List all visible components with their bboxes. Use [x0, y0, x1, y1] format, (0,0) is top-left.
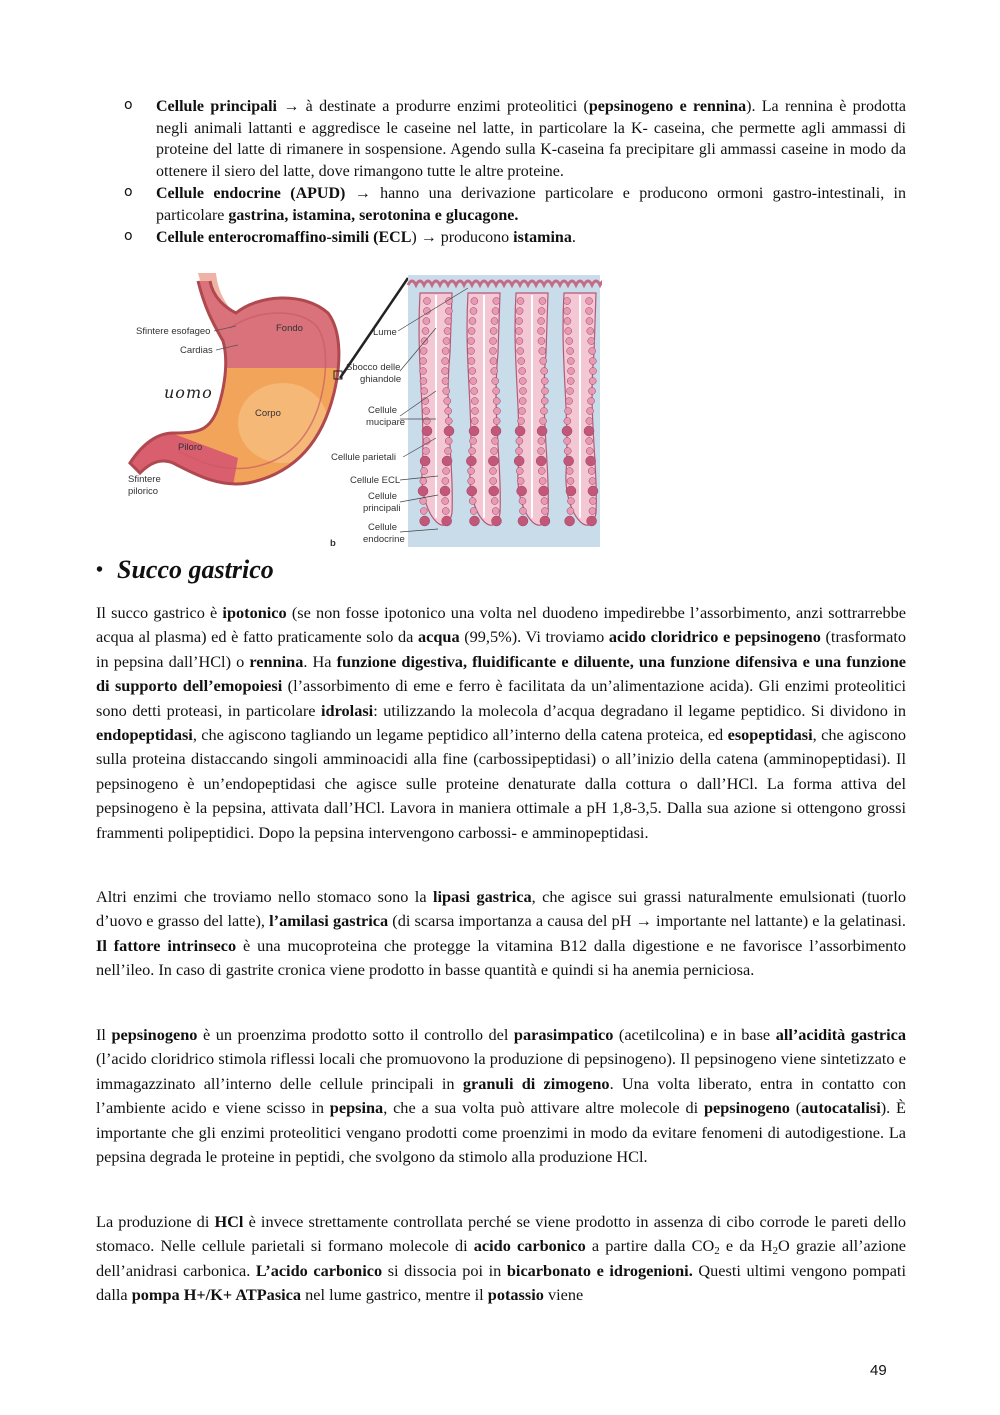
stomach-figure	[118, 273, 602, 551]
list-marker: o	[124, 184, 133, 201]
label-pyloric-sphincter: Sfintere	[128, 474, 161, 485]
text-run: Altri enzimi che troviamo nello stomaco sono la	[96, 887, 433, 906]
stomach-illustration	[118, 273, 602, 551]
text-run: si dissocia poi in	[382, 1260, 507, 1280]
label-pyloric-sphincter-2: pilorico	[128, 486, 159, 497]
label-chief-cells: Cellule	[368, 491, 398, 502]
text-run: (se non fosse ipotonico una volta nel duodeno impedirebbe l’assorbimento, anzi sottrarrebbe acqua al plasma) ed è fatto praticamente solo da	[96, 603, 907, 647]
bold-term: rennina	[249, 651, 304, 671]
bold-term: endopeptidasi	[96, 725, 193, 745]
bold-term: bicarbonato e idrogenioni.	[506, 1260, 693, 1280]
list-marker: o	[124, 227, 133, 244]
bold-term: acido cloridrico e pepsinogeno	[608, 627, 821, 647]
label-gland-opening: Sbocco delle	[346, 362, 401, 373]
list-item-term: Cellule endocrine (APUD)	[156, 185, 346, 203]
text-run: 2	[714, 1245, 720, 1258]
text-run: . Una volta liberato, entra in contatto con l’ambiente acido e viene scisso in	[96, 1073, 906, 1118]
text-run: O grazie all’azione dell’anidrasi carbonica.	[96, 1236, 907, 1280]
list-item: o Cellule principali → à destinate a produrre enzimi proteolitici (pepsinogeno e rennina). La rennina è prodotta negli animali lattanti e aggredisce le caseine nel latte, in particolare la K- caseina, che permette agli ammassi di proteine del latte di rimanere in sospensione. Agendo sulla K-caseina fa precipitare gli ammassi caseine in modo da ottenere il siero del latte, dove rimangono tutte le altre proteine.	[124, 97, 907, 180]
label-pylorus: Piloro	[178, 442, 203, 453]
text-run: . Ha	[303, 651, 337, 671]
label-body: Corpo	[255, 408, 281, 419]
bold-term: idrolasi	[321, 700, 374, 720]
cell-types-list	[124, 96, 906, 248]
bold-term: potassio	[487, 1285, 544, 1305]
bold-term: acido carbonico	[473, 1236, 586, 1256]
label-mucous-cells: Cellule	[368, 405, 398, 416]
list-item-term: Cellule principali	[156, 98, 277, 115]
text-run: (acetilcolina) e in base	[613, 1025, 776, 1044]
text-run: Il	[96, 1025, 112, 1044]
text-run: nel lume gastrico, mentre il	[301, 1285, 488, 1305]
paragraph-2	[96, 885, 906, 983]
text-run: : utilizzando la molecola d’acqua degradano il legame peptidico. Si dividono in	[373, 700, 907, 720]
text-run: a partire dalla CO	[585, 1236, 715, 1256]
text-run: , che agiscono sulla proteina distaccando singoli amminoacidi alla fine (carbossipeptidasi) o all’inizio della catena (amminopeptidasi). Il pepsinogeno è un’endopeptidasi che agisce sulle proteine denaturate dalla cottura o dall’HCl. La forma attiva del pepsinogeno è la pepsina, attivata dall’HCl. Lavora in maniera ottimale a pH 1,8-3,5. Dalla sua azione si ottengono grossi frammenti polipeptidici. Dopo la pepsina intervengono carbossi- e amminopeptidasi.	[96, 725, 906, 842]
heading-title: Succo gastrico	[117, 555, 274, 584]
text-run: , che agisce sui grassi naturalmente emulsionati (tuorlo d’uovo e grasso del latte),	[96, 887, 907, 931]
label-parietal-cells: Cellule parietali	[331, 452, 396, 463]
text-run: è invece strettamente controllata perché se viene prodotto in assenza di cibo corrode le pareti dello stomaco. Nelle cellule parietali si formano molecole di	[96, 1212, 906, 1256]
text-run: è un proenzima prodotto sotto il controllo del	[197, 1025, 514, 1044]
label-esophageal-sphincter: Sfintere esofageo	[136, 326, 211, 337]
bold-term: L’acido carbonico	[255, 1260, 383, 1280]
bold-term: esopeptidasi	[727, 725, 813, 745]
text-run: (99,5%). Vi troviamo	[459, 627, 609, 647]
label-chief-cells-2: principali	[363, 503, 401, 514]
bold-term: pepsinogeno	[703, 1098, 790, 1118]
label-ecl-cells: Cellule ECL	[350, 475, 401, 486]
text-run: (di scarsa importanza a causa del pH → importante nel lattante) e la gelatinasi.	[388, 911, 907, 931]
bold-term: pompa H+/K+ ATPasica	[131, 1285, 302, 1305]
list-marker: o	[124, 97, 133, 113]
bold-term: Il fattore intrinseco	[96, 935, 237, 955]
panel-letter: b	[330, 538, 336, 549]
bold-term: HCl	[214, 1212, 244, 1231]
label-gland-opening-2: ghiandole	[360, 374, 402, 385]
text-run: è una mucoproteina che protegge la vitamina B12 dalla digestione e ne favorisce l’assorbimento nell’ileo. In caso di gastrite cronica viene prodotto in basse quantità e quindi si ha anemia perniciosa.	[96, 935, 906, 980]
text-run: (l’acido cloridrico stimola riflessi locali che promuovono la produzione di pepsinogeno). Il pepsinogeno viene sintetizzato e immagazzinato all’interno delle cellule principali in	[96, 1049, 906, 1093]
fundus-region	[118, 273, 358, 368]
bold-term: pepsinogeno	[111, 1025, 198, 1044]
label-fundus: Fondo	[276, 323, 303, 334]
list-item: o Cellule enterocromaffino-simili (ECL) → producono istamina.	[124, 227, 576, 246]
bold-term: acqua	[417, 627, 460, 647]
paragraph-4	[96, 1210, 906, 1308]
handwritten-note: uomo	[164, 383, 213, 402]
section-heading	[96, 555, 274, 585]
text-run: (l’assorbimento di eme e ferro è facilitata da un’alimentazione acida). Gli enzimi proteolitici sono detti proteasi, in particolare	[96, 676, 906, 720]
bold-term: parasimpatico	[513, 1025, 614, 1044]
bold-term: pepsina	[329, 1098, 384, 1118]
text-run: Questi ultimi vengono pompati dalla	[96, 1260, 906, 1305]
label-lumen: Lume	[373, 327, 397, 338]
page-number: 49	[870, 1362, 887, 1379]
text-run: ). È importante che gli enzimi proteolitici vengano prodotti come proenzimi in modo da evitare fenomeni di autodigestione. La pepsina degrada le proteine in peptidi, che svolgono da stimolo alla produzione HCl.	[96, 1098, 906, 1167]
label-endocrine-cells: Cellule	[368, 522, 398, 533]
text-run: e da H	[719, 1236, 773, 1256]
label-endocrine-cells-2: endocrine	[363, 534, 405, 545]
label-cardia: Cardias	[180, 345, 213, 356]
text-run: 2	[772, 1245, 779, 1258]
bold-term: granuli di zimogeno	[462, 1073, 610, 1093]
list-item: o Cellule endocrine (APUD) → hanno una derivazione particolare e producono ormoni gastro-intestinali, in particolare gastrina, istamina, serotonina e glucagone.	[124, 184, 906, 224]
bold-term: all’acidità gastrica	[775, 1025, 907, 1044]
bold-term: lipasi gastrica	[432, 887, 532, 906]
bold-term: ipotonico	[222, 603, 287, 622]
text-run: Il succo gastrico è	[96, 603, 223, 622]
text-run: (	[789, 1098, 802, 1118]
text-run: La produzione di	[96, 1212, 215, 1231]
text-run: viene	[543, 1285, 584, 1305]
bold-term: l’amilasi gastrica	[269, 911, 389, 931]
text-run: , che a sua volta può attivare altre molecole di	[383, 1098, 704, 1118]
text-run: (trasformato in pepsina dall’HCl) o	[96, 627, 906, 671]
list-item-term: Cellule enterocromaffino-simili (ECL	[156, 228, 412, 246]
bold-term: autocatalisi	[801, 1098, 881, 1118]
paragraph-3	[96, 1023, 906, 1169]
paragraph-1	[96, 601, 906, 845]
heading-bullet: •	[96, 558, 104, 581]
bold-term: funzione digestiva, fluidificante e diluente, una funzione difensiva e una funzione di supporto dell’emopoiesi	[96, 651, 906, 696]
label-mucous-cells-2: mucipare	[366, 417, 406, 428]
text-run: , che agiscono tagliando un legame peptidico all’interno della catena proteica, ed	[192, 725, 728, 745]
